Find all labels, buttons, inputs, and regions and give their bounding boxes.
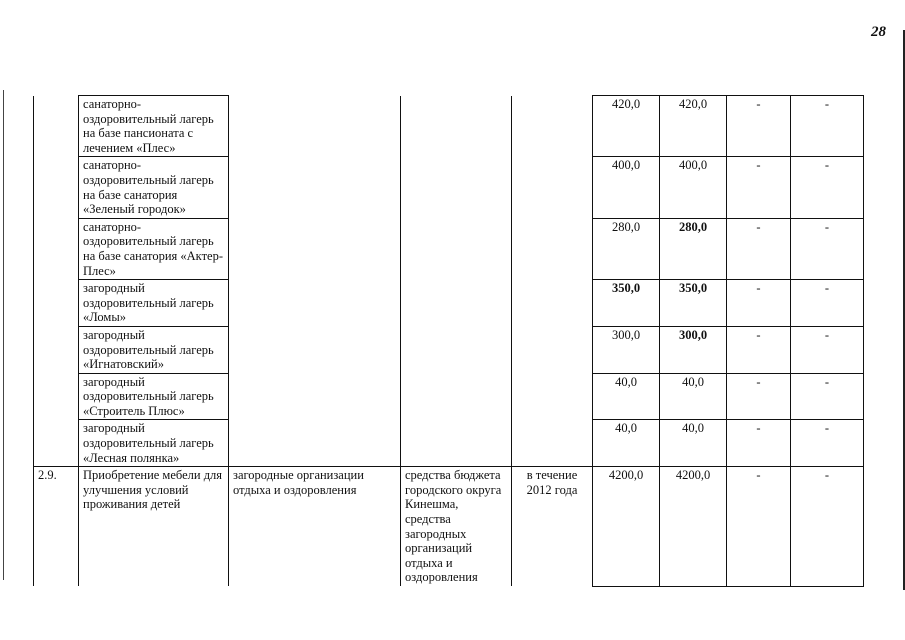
amount-2014-cell: - [791,280,864,327]
amount-2013-cell: - [727,326,791,373]
row-number-cell [34,373,79,420]
activity-name-cell: Приобретение мебели для улучшения условий проживания детей [79,467,229,586]
amount-2012-cell: 40,0 [660,373,727,420]
amount-2014-cell: - [791,373,864,420]
amount-2014-cell: - [791,96,864,157]
funding-source-cell [401,373,512,420]
program-table [33,95,864,587]
table-row [34,467,864,586]
amount-2012-cell: 4200,0 [660,467,727,586]
period-cell [512,280,593,327]
funding-source-cell [401,157,512,218]
activity-name-cell: санаторно-оздоровительный лагерь на базе санатория «Зеленый городок» [79,157,229,218]
amount-2014-cell: - [791,157,864,218]
executor-cell [229,326,401,373]
executor-cell [229,373,401,420]
activity-name-cell: загородный оздоровительный лагерь «Строитель Плюс» [79,373,229,420]
amount-2012-cell: 350,0 [660,280,727,327]
activity-name-cell: загородный оздоровительный лагерь «Лесная полянка» [79,420,229,467]
row-number-cell [34,420,79,467]
row-number-cell [34,96,79,157]
total-amount-cell: 420,0 [593,96,660,157]
funding-source-cell: средства бюджета городского округа Кинешма, средства загородных организаций отдыха и оздоровления [401,467,512,586]
funding-source-cell [401,96,512,157]
amount-2013-cell: - [727,157,791,218]
period-cell [512,157,593,218]
period-cell [512,373,593,420]
funding-source-cell [401,218,512,279]
amount-2012-cell: 280,0 [660,218,727,279]
executor-cell: загородные организации отдыха и оздоровления [229,467,401,586]
amount-2012-cell: 400,0 [660,157,727,218]
table-row [34,218,864,279]
row-number-cell [34,218,79,279]
period-cell [512,326,593,373]
total-amount-cell: 350,0 [593,280,660,327]
page-number: 28 [871,24,886,40]
amount-2013-cell: - [727,218,791,279]
amount-2012-cell: 40,0 [660,420,727,467]
scan-mark [3,90,4,580]
amount-2012-cell: 420,0 [660,96,727,157]
amount-2012-cell: 300,0 [660,326,727,373]
total-amount-cell: 40,0 [593,420,660,467]
executor-cell [229,96,401,157]
activity-name-cell: санаторно-оздоровительный лагерь на базе санатория «Актер-Плес» [79,218,229,279]
total-amount-cell: 40,0 [593,373,660,420]
period-cell [512,420,593,467]
table-row [34,280,864,327]
amount-2014-cell: - [791,218,864,279]
funding-source-cell [401,280,512,327]
amount-2014-cell: - [791,420,864,467]
total-amount-cell: 4200,0 [593,467,660,586]
executor-cell [229,280,401,327]
period-cell [512,96,593,157]
amount-2013-cell: - [727,280,791,327]
amount-2013-cell: - [727,373,791,420]
amount-2013-cell: - [727,420,791,467]
table-row [34,420,864,467]
table-row [34,373,864,420]
activity-name-cell: санаторно-оздоровительный лагерь на базе пансионата с лечением «Плес» [79,96,229,157]
row-number-cell [34,157,79,218]
amount-2013-cell: - [727,96,791,157]
activity-name-cell: загородный оздоровительный лагерь «Ломы» [79,280,229,327]
row-number-cell: 2.9. [34,467,79,586]
period-cell [512,218,593,279]
amount-2014-cell: - [791,326,864,373]
table-row [34,96,864,157]
executor-cell [229,420,401,467]
funding-source-cell [401,326,512,373]
total-amount-cell: 300,0 [593,326,660,373]
amount-2014-cell: - [791,467,864,586]
activity-name-cell: загородный оздоровительный лагерь «Игнатовский» [79,326,229,373]
total-amount-cell: 280,0 [593,218,660,279]
amount-2013-cell: - [727,467,791,586]
total-amount-cell: 400,0 [593,157,660,218]
table-row [34,326,864,373]
row-number-cell [34,326,79,373]
executor-cell [229,157,401,218]
period-cell: в течение 2012 года [512,467,593,586]
funding-source-cell [401,420,512,467]
executor-cell [229,218,401,279]
row-number-cell [34,280,79,327]
table-row [34,157,864,218]
